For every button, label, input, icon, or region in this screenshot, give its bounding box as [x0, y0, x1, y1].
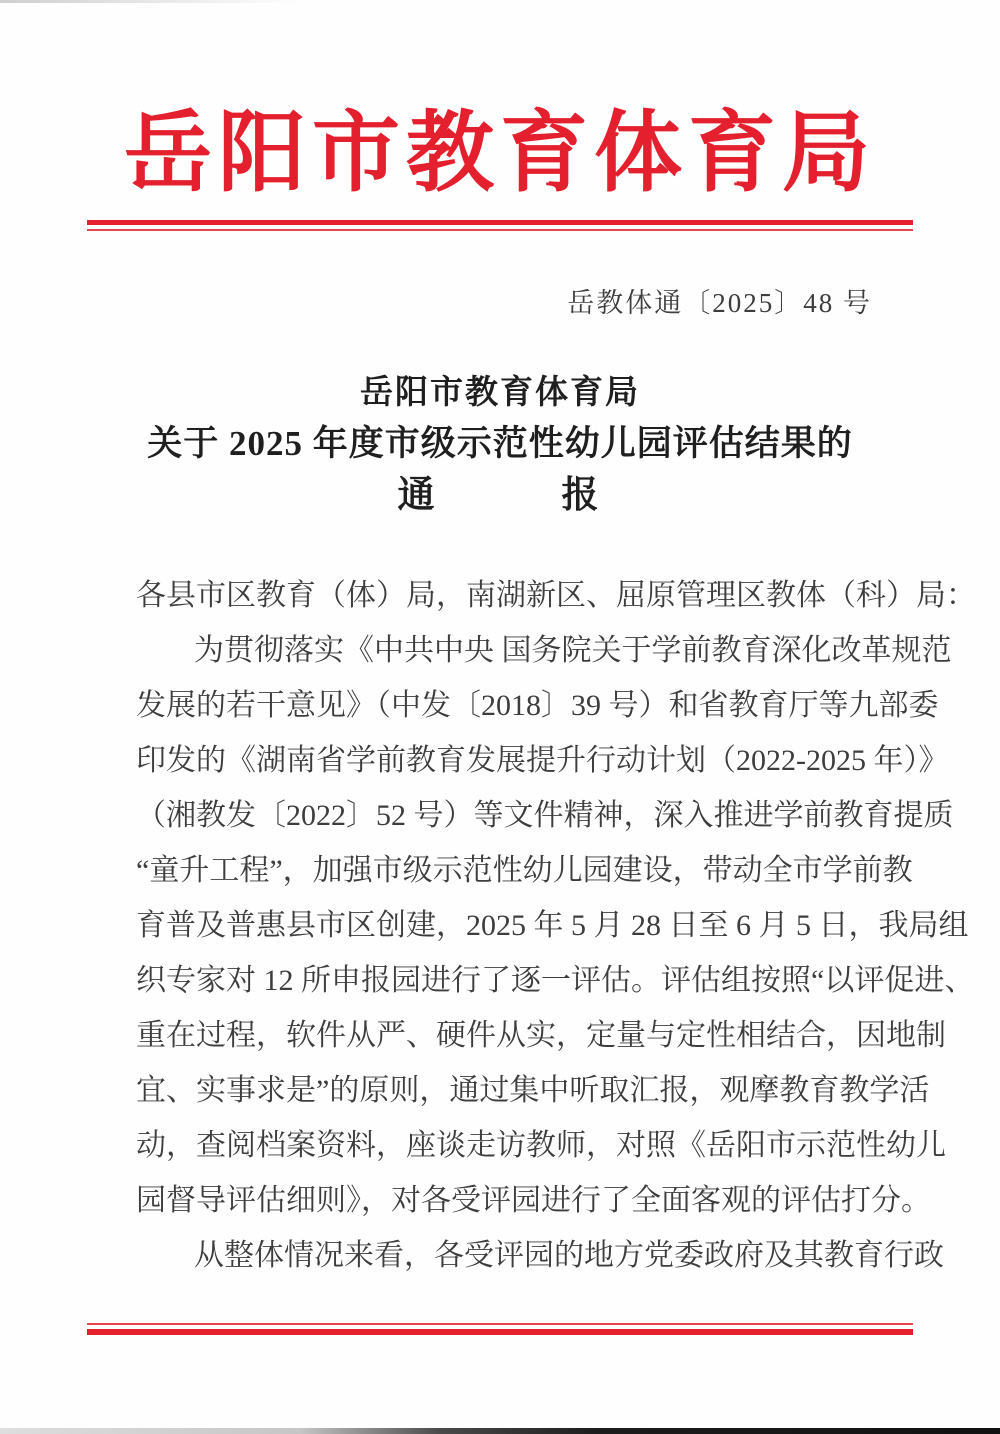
body-line: 织专家对 12 所申报园进行了逐一评估。评估组按照“以评促进、 [136, 964, 975, 997]
body-line: 印发的《湖南省学前教育发展提升行动计划（2022-2025 年）》 [136, 744, 949, 777]
body-line: 宜、实事求是”的原则，通过集中听取汇报，观摩教育教学活 [136, 1074, 930, 1107]
document-title-line2: 关于 2025 年度市级示范性幼儿园评估结果的 [147, 424, 853, 463]
salutation-line: 各县市区教育（体）局，南湖新区、屈原管理区教体（科）局： [136, 579, 976, 612]
body-line: （湘教发〔2022〕52 号）等文件精神，深入推进学前教育提质 [136, 799, 954, 832]
document-title [0, 368, 1000, 522]
body-line: “童升工程”，加强市级示范性幼儿园建设，带动全市学前教 [136, 854, 913, 887]
header-divider-thick [87, 220, 913, 225]
document-title-line1: 岳阳市教育体育局 [360, 375, 640, 411]
scan-artifact-top-edge [0, 0, 300, 3]
footer-divider-thin [87, 1323, 913, 1325]
body-line: 重在过程，软件从严、硬件从实，定量与定性相结合，因地制 [136, 1019, 946, 1052]
document-body [136, 568, 976, 1283]
letterhead-title: 岳阳市教育体育局 [123, 106, 876, 203]
body-line: 育普及普惠县市区创建，2025 年 5 月 28 日至 6 月 5 日，我局组 [136, 909, 969, 942]
body-line: 为贯彻落实《中共中央 国务院关于学前教育深化改革规范 [194, 634, 952, 667]
body-line: 从整体情况来看，各受评园的地方党委政府及其教育行政 [194, 1239, 944, 1272]
body-line: 动，查阅档案资料，座谈走访教师，对照《岳阳市示范性幼儿 [136, 1129, 946, 1162]
footer-divider-thick [87, 1329, 913, 1335]
header-divider-thin [87, 229, 913, 231]
scan-artifact-bottom-edge [0, 1428, 1000, 1434]
body-line: 发展的若干意见》（中发〔2018〕39 号）和省教育厅等九部委 [136, 689, 939, 722]
document-number: 岳教体通〔2025〕48 号 [567, 288, 872, 318]
body-line: 园督导评估细则》，对各受评园进行了全面客观的评估打分。 [136, 1184, 931, 1217]
document-title-line3: 通 报 [397, 475, 603, 516]
